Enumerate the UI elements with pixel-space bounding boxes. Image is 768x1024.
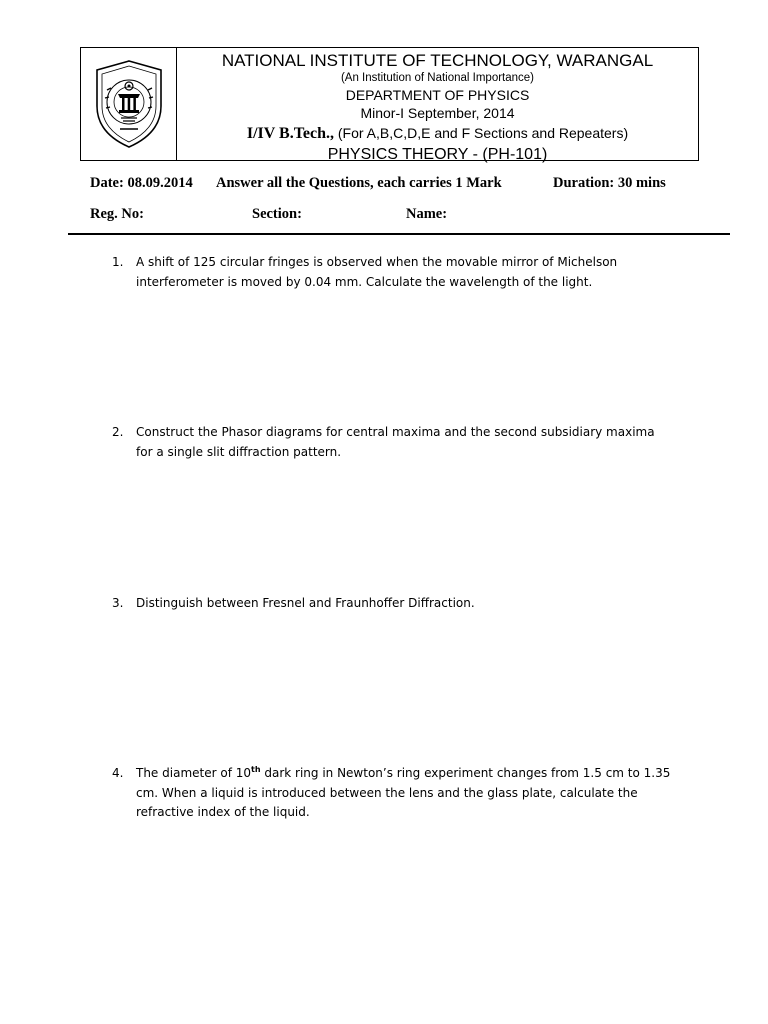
- institute-subtitle: (An Institution of National Importance): [340, 72, 535, 84]
- question-text-start: The diameter of 10: [136, 766, 251, 780]
- question-4: [112, 764, 672, 823]
- question-text: Distinguish between Fresnel and Fraunhoffer Diffraction.: [136, 596, 475, 610]
- institute-name: NATIONAL INSTITUTE OF TECHNOLOGY, WARANGAL: [221, 51, 654, 70]
- reg-no-label: Reg. No:: [90, 206, 144, 222]
- logo-cell: [81, 48, 177, 160]
- program-bold: I/IV B.Tech.,: [246, 125, 334, 142]
- course-title: PHYSICS THEORY - (PH-101): [327, 146, 548, 163]
- section-label: Section:: [252, 206, 302, 222]
- question-text: Construct the Phasor diagrams for central maxima and the second subsidiary maxima for a single slit diffraction pattern.: [136, 425, 655, 459]
- exam-date: Date: 08.09.2014: [90, 175, 193, 191]
- question-number: 4.: [112, 766, 124, 780]
- exam-duration: Duration: 30 mins: [553, 175, 666, 191]
- name-label: Name:: [406, 206, 448, 222]
- question-3: [112, 594, 672, 614]
- question-text: A shift of 125 circular fringes is observed when the movable mirror of Michelson interferometer is moved by 0.04 mm. Calculate the wavelength of the light.: [136, 255, 618, 289]
- department-name: DEPARTMENT OF PHYSICS: [345, 87, 530, 103]
- program-sections: (For A,B,C,D,E and F Sections and Repeaters): [334, 125, 629, 141]
- question-1: [112, 253, 672, 292]
- header-title-block: [177, 48, 698, 163]
- question-number: 3.: [112, 596, 124, 610]
- question-2: [112, 423, 672, 462]
- header-box: [80, 47, 699, 161]
- question-number: 2.: [112, 425, 124, 439]
- program-line: [247, 122, 628, 145]
- question-text: [136, 764, 672, 823]
- question-number: 1.: [112, 255, 124, 269]
- exam-instruction: Answer all the Questions, each carries 1 Mark: [216, 175, 502, 191]
- superscript-th: th: [251, 765, 261, 774]
- exam-name: Minor-I September, 2014: [360, 105, 515, 121]
- header-divider: [68, 233, 730, 235]
- question-text-end: dark ring in Newton’s ring experiment changes from 1.5 cm to 1.35 cm. When a liquid is introduced between the lens and the glass plate, calculate the refractive index of the liquid.: [136, 766, 671, 819]
- institute-emblem-icon: [91, 58, 167, 150]
